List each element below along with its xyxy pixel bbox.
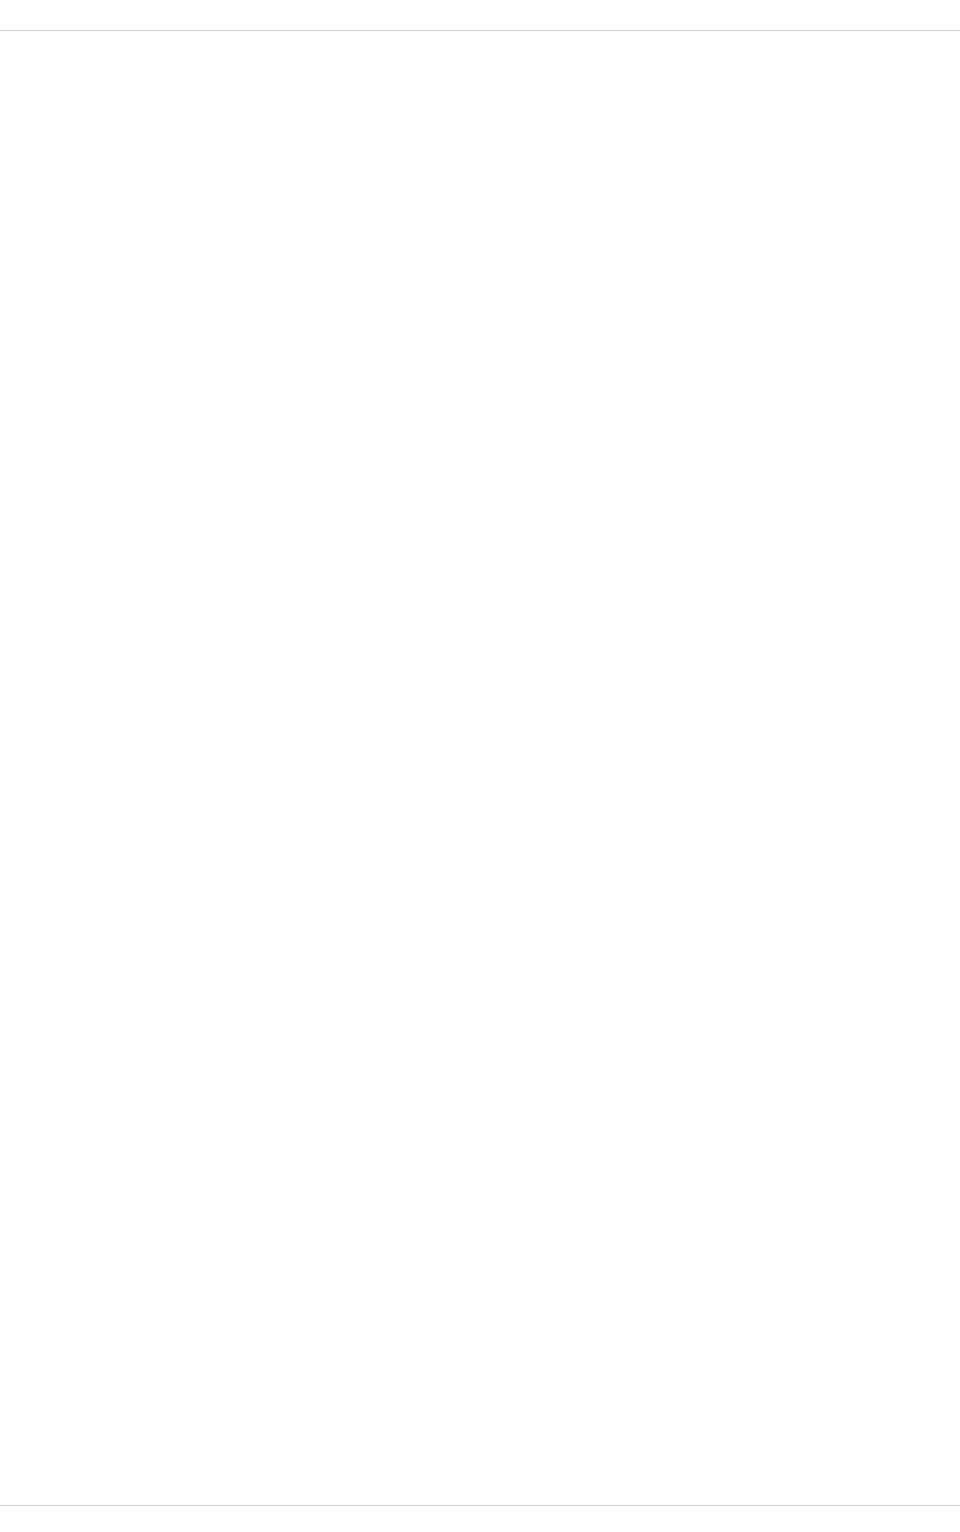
footer-divider xyxy=(0,1505,960,1506)
header-divider xyxy=(0,30,960,31)
